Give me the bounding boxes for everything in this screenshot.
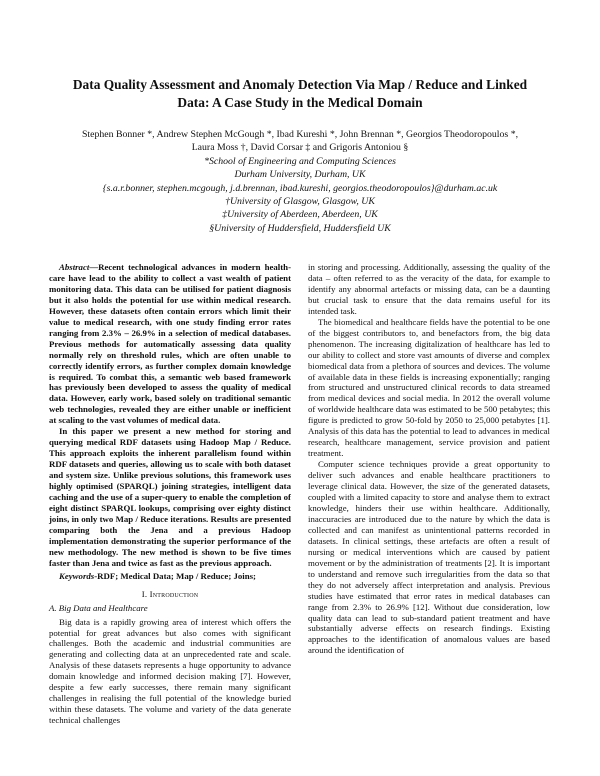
- affiliation-durham: *School of Engineering and Computing Sciences: [204, 155, 396, 167]
- intro-paragraph-continued: in storing and processing. Additionally, assessing the quality of the data – often referred to as the veracity of the data, for example to identify any abnormal artefacts or missing data, can be a daunting but crucial task to ensure that the data remains useful for its intended task.: [308, 262, 550, 316]
- section-heading-introduction: I. Introduction: [141, 588, 199, 599]
- affiliation-durham-place: Durham University, Durham, UK: [234, 169, 366, 181]
- right-column: [308, 262, 550, 656]
- affiliation-huddersfield: §University of Huddersfield, Huddersfield UK: [209, 222, 391, 234]
- title-line-2: Data: A Case Study in the Medical Domain: [177, 95, 423, 110]
- intro-paragraph-3: Computer science techniques provide a great opportunity to deliver such advances and enable healthcare practitioners to leverage clinical data. However, the size of the generated datasets, coupled with a limited capacity to store and analyse them to extract knowledge, hinders their use within healthcare. Additionally, inaccuracies are introduced due to the nature by which the data is collected and can manifest as unintentional patterns recorded in datasets. In clinical settings, these artefacts are often a result of nursing or medical interventions which are caused by patient movement or by the administration of treatments [2]. It is important to understand and remove such irregularities from the data so that they do not adversely affect interpretation and analysis. Previous studies have estimated that error rates in medical databases can range from 2.3% to 26.9% [12]. Without due consideration, low quality data can lead to sub-standard patient treatment and have substantially adverse effects on research findings. Existing approaches to the identification of anomalous values are based around the identification of: [308, 459, 550, 656]
- keywords-label: Keywords: [59, 570, 95, 581]
- affiliation-aberdeen: ‡University of Aberdeen, Aberdeen, UK: [222, 209, 378, 221]
- keywords-text: -RDF; Medical Data; Map / Reduce; Joins;: [94, 570, 256, 581]
- authors-line-2: Laura Moss †, David Corsar ‡ and Grigoris Antoniou §: [191, 142, 409, 154]
- left-column: [49, 262, 291, 726]
- author-block: [40, 128, 560, 235]
- authors-line-1: Stephen Bonner *, Andrew Stephen McGough *, Ibad Kureshi *, John Brennan *, Georgios Theodoropoulos *,: [81, 129, 519, 140]
- affiliation-glasgow: †University of Glasgow, Glasgow, UK: [225, 196, 375, 208]
- keywords: [49, 571, 291, 582]
- intro-paragraph-1: Big data is a rapidly growing area of interest which offers the potential for great advances but also comes with significant challenges. Both the academic and industrial communities are generating and collecting data at an unprecedented rate and scale. Analysis of these datasets represents a huge opportunity to advance domain knowledge and informed decision making [7]. However, despite a few early successes, there remain many significant challenges in realising the full potential of the knowledge buried within these datasets. The volume and variety of the data generate technical challenges: [49, 616, 291, 726]
- author-emails: {s.a.r.bonner, stephen.mcgough, j.d.brennan, ibad.kureshi, georgios.theodoropoulos}@durham.ac.uk: [102, 182, 498, 194]
- intro-paragraph-2: The biomedical and healthcare fields have the potential to be one of the biggest contributors to, and benefactors from, the big data phenomenon. The increasing digitalization of healthcare has led to our ability to collect and store vast amounts of diverse and complex biomedical data from a plethora of sources and devices. The volume of available data in these fields is increasing exponentially; ranging from structured and unstructured clinical records to data streamed from medical devices and social media. In 2012 the overall volume of worldwide healthcare data was estimated to be 500 petabytes; this figure is predicted to grow 50-fold by 2050 to 25,000 petabytes [1]. Analysis of this data has the potential to lead to advances in medical research, healthcare management, service provision and patient treatment.: [308, 316, 550, 459]
- abstract-label: Abstract: [59, 262, 90, 272]
- abstract: [49, 262, 291, 582]
- abstract-paragraph-2: In this paper we present a new method for storing and querying medical RDF datasets using Hadoop Map / Reduce. This approach exploits the inherent parallelism found within RDF datasets and queries, allowing us to scale with both dataset and system size. Unlike previous solutions, this framework uses highly optimised (SPARQL) joining strategies, intelligent data caching and the use of a super-query to enable the completion of eight distinct SPARQL lookups, comprising over eighty distinct joins, in only two Map / Reduce iterations. Results are presented comparing both the Jena and a previous Hadoop implementation demonstrating the superior performance of the new methodology. The new method is shown to be five times faster than Jena and twice as fast as the previous approach.: [49, 426, 291, 568]
- paper-title: [40, 76, 560, 112]
- subsection-heading-big-data: A. Big Data and Healthcare: [49, 602, 148, 613]
- abstract-paragraph-1: Abstract—Recent technological advances in modern health-care have lead to the ability to collect a vast wealth of patient monitoring data. This data can be utilised for patient diagnosis but it also holds the potential for use within medical research. However, these datasets often contain errors which limit their value to medical research, with one study finding error rates ranging from 2.3% – 26.9% in a selection of medical databases. Previous methods for automatically assessing data quality normally rely on threshold rules, which are often unable to correctly identify errors, as further complex domain knowledge is required. To combat this, a semantic web based framework has previously been developed to assess the quality of medical data. However, early work, based solely on traditional semantic web technologies, revealed they are either unable or inefficient at scaling to the vast volumes of medical data.: [49, 262, 291, 426]
- title-line-1: Data Quality Assessment and Anomaly Detection Via Map / Reduce and Linked: [72, 77, 528, 92]
